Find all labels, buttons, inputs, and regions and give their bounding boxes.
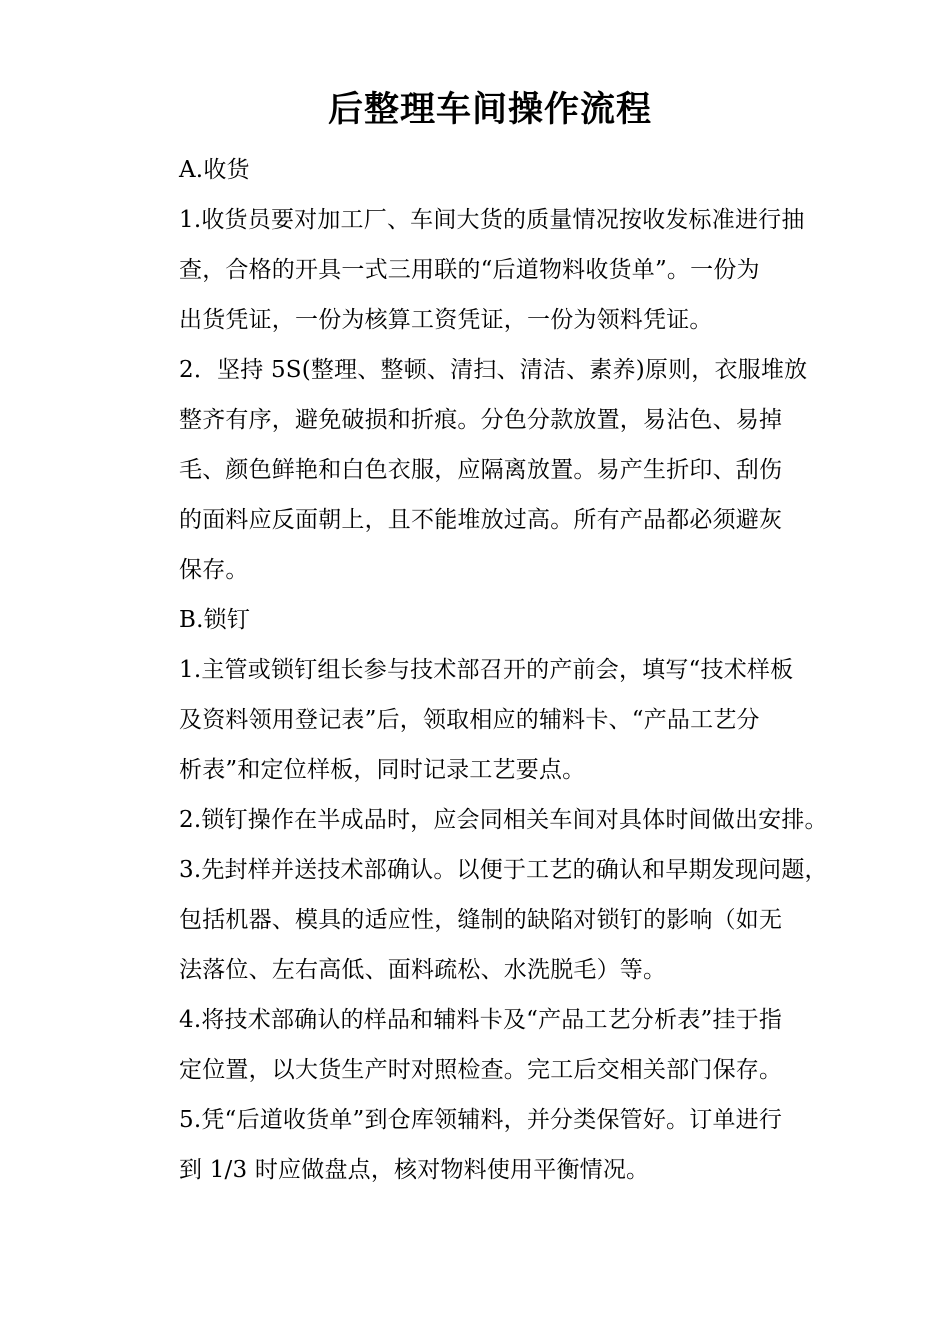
- paragraph-line: 包括机器、模具的适应性，缝制的缺陷对锁钉的影响（如无: [179, 907, 783, 933]
- paragraph-line: 查，合格的开具一式三用联的“后道物料收货单”。一份为: [179, 257, 760, 283]
- document-body: [179, 145, 829, 1195]
- paragraph-line: 法落位、左右高低、面料疏松、水洗脱毛）等。: [179, 957, 667, 983]
- section-heading-buttoning: B.锁钉: [179, 607, 251, 633]
- paragraph-line: 1.收货员要对加工厂、车间大货的质量情况按收发标准进行抽: [179, 207, 805, 233]
- paragraph-line: 的面料应反面朝上，且不能堆放过高。所有产品都必须避灰: [179, 507, 783, 533]
- document-title: 后整理车间操作流程: [327, 89, 652, 130]
- paragraph-line: 出货凭证，一份为核算工资凭证，一份为领料凭证。: [179, 307, 713, 333]
- paragraph-line: 到 1/3 时应做盘点，核对物料使用平衡情况。: [179, 1157, 650, 1183]
- paragraph-line: 1.主管或锁钉组长参与技术部召开的产前会，填写“技术样板: [179, 657, 794, 683]
- paragraph-line: 析表”和定位样板，同时记录工艺要点。: [179, 757, 586, 783]
- paragraph-line: 2．坚持 5S(整理、整顿、清扫、清洁、素养)原则，衣服堆放: [179, 357, 808, 383]
- paragraph-line: 5.凭“后道收货单”到仓库领辅料，并分类保管好。订单进行: [179, 1107, 783, 1133]
- paragraph-line: 保存。: [179, 557, 249, 583]
- paragraph-line: 3.先封样并送技术部确认。以便于工艺的确认和早期发现问题，: [179, 857, 828, 883]
- section-heading-receiving: A.收货: [179, 157, 250, 183]
- paragraph-line: 2.锁钉操作在半成品时，应会同相关车间对具体时间做出安排。: [179, 807, 828, 833]
- paragraph-line: 定位置，以大货生产时对照检查。完工后交相关部门保存。: [179, 1057, 783, 1083]
- paragraph-line: 毛、颜色鲜艳和白色衣服，应隔离放置。易产生折印、刮伤: [179, 457, 783, 483]
- paragraph-line: 及资料领用登记表”后，领取相应的辅料卡、“产品工艺分: [179, 707, 760, 733]
- paragraph-line: 整齐有序，避免破损和折痕。分色分款放置，易沾色、易掉: [179, 407, 783, 433]
- paragraph-line: 4.将技术部确认的样品和辅料卡及“产品工艺分析表”挂于指: [179, 1007, 783, 1033]
